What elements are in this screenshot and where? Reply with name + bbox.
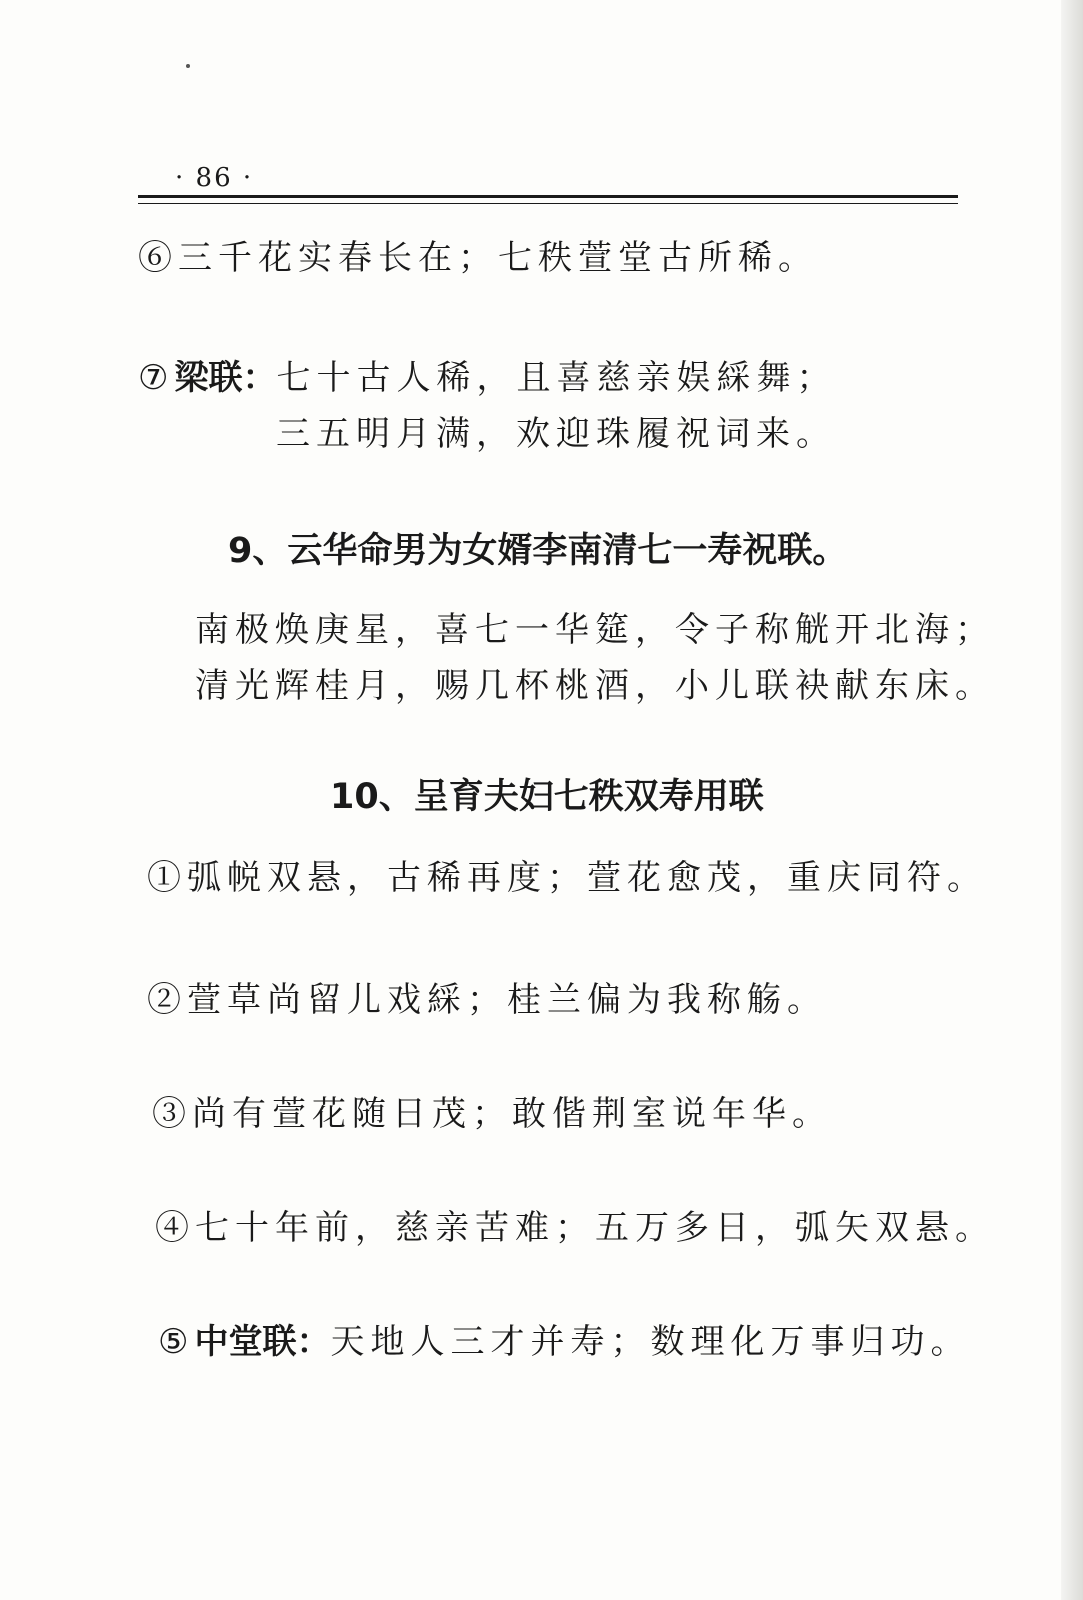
page-number: · 86 ·	[175, 163, 254, 193]
couplet-line	[152, 1094, 832, 1134]
page-edge-shadow	[1061, 0, 1083, 1600]
couplet-text: 清光辉桂月，赐几杯桃酒，小儿联袂献东床。	[195, 666, 995, 706]
section-heading: 10、呈育夫妇七秩双寿用联	[330, 777, 764, 817]
couplet-line	[138, 358, 836, 398]
couplet-text: 三五明月满，欢迎珠履祝词来。	[276, 414, 836, 454]
header-rule-thick	[138, 195, 958, 198]
couplet-text: 七十古人稀，且喜慈亲娱綵舞；	[276, 358, 837, 398]
couplet-text: ⑥三千花实春长在；七秩萱堂古所稀。	[138, 238, 818, 278]
header-rule-thin	[138, 203, 958, 204]
couplet-text: ②萱草尚留儿戏綵；桂兰偏为我称觞。	[147, 980, 827, 1020]
scan-speck	[186, 64, 190, 68]
couplet-text: ③尚有萱花随日茂；敢偕荆室说年华。	[152, 1094, 832, 1134]
couplet-line	[158, 1322, 970, 1362]
couplet-line	[138, 238, 818, 278]
couplet-label: 中堂联：	[194, 1322, 331, 1362]
couplet-line	[155, 1208, 995, 1248]
couplet-line	[276, 414, 836, 454]
couplet-text: 天地人三才并寿；数理化万事归功。	[330, 1322, 971, 1362]
couplet-text: ①弧帨双悬，古稀再度；萱花愈茂，重庆同符。	[147, 858, 987, 898]
couplet-text: ④七十年前，慈亲苦难；五万多日，弧矢双悬。	[155, 1208, 995, 1248]
item-number: ⑦	[138, 358, 175, 398]
couplet-line	[195, 610, 995, 650]
section-heading: 9、云华命男为女婿李南清七一寿祝联。	[228, 531, 848, 571]
couplet-text: 南极焕庚星，喜七一华筵，令子称觥开北海；	[195, 610, 995, 650]
couplet-line	[147, 858, 987, 898]
couplet-line	[147, 980, 827, 1020]
couplet-label: 梁联：	[174, 358, 277, 398]
couplet-line	[195, 666, 995, 706]
item-number: ⑤	[158, 1322, 195, 1362]
